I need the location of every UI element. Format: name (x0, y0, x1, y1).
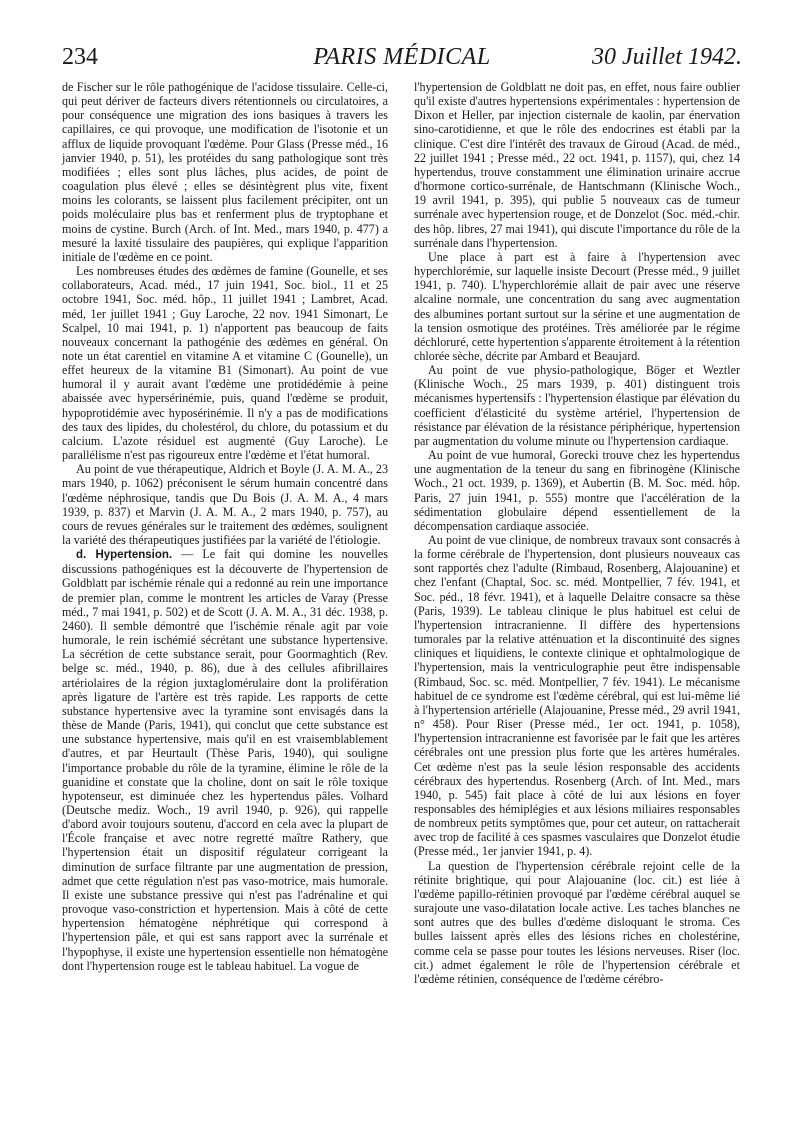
right-column (414, 80, 740, 986)
paragraph: Une place à part est à faire à l'hypertension avec hyperchlorémie, sur laquelle insiste Decourt (Presse méd., 9 juillet 1941, p. 740). L'hyperchlorémie allait de pair avec une réserve alcaline normale, une concentration du sang avec augmentation des albumines portant surtout sur la sérine et une augmentation de la tension osmotique des protéines. Très améliorée par le régime déchloruré, cette hypertention s'apparente étroitement à la rétention chlorée sèche, décrite par Ambard et Beaujard. (414, 249, 740, 363)
paragraph: Au point de vue thérapeutique, Aldrich et Boyle (J. A. M. A., 23 mars 1940, p. 1062) préconisent le sérum humain concentré dans l'œdème néphrosique, tandis que Du Bois (J. A. M. A., 4 mars 1939, p. 837) et Marvin (J. A. M. A., 2 mars 1940, p. 757), au cours de revues générales sur le traitement des œdèmes, soulignent la variété des thérapeutiques justifiées par la variété de l'étiologie. (62, 462, 388, 547)
section-text: — Le fait qui domine les nouvelles discussions pathogéniques est la découverte de l'hypertension de Goldblatt par ischémie rénale qui a redonné au rein une importance de premier plan, comme le montrent les articles de Varay (Presse méd., 7 mai 1941, p. 502) et de Scott (J. A. M. A., 31 déc. 1938, p. 2460). Il semble démontré que l'ischémie rénale agit par voie humorale, le rein ischémié sécrétant une substance hypertensive. La sécrétion de cette substance serait, pour Goormaghtich (Rev. belge sc. méd., 1940, p. 86), due à des cellules afibrillaires artériolaires de la région juxtaglomérulaire dont la prolifération après ligature de l'artère est très rapide. Les rapports de cette substance hypertensive avec la tyramine sont envisagés dans la thèse de Mande (Paris, 1941), qui conclut que cette substance est une substance hypertensive, mais qu'il en est vraisemblablement d'autres, et par Heurtault (Thèse Paris, 1940), qui souligne l'importance probable du rôle de la tyramine, élimine le rôle de la guanidine et constate que la choline, dont on sait le rôle toxique hypotenseur, est diminuée chez les hypertendus pâles. Volhard (Deutsche mediz. Woch., 19 avril 1940, p. 926), qui rappelle d'abord avoir toujours soutenu, d'accord en cela avec la plupart de l'École française et avec notre regretté maître Rathery, que l'hypertension était un dispositif régulateur corrigeant la diminution de surface filtrante par une augmentation de pression, admet que cette régulation n'est pas vaso-motrice, mais humorale. Il existe une substance pressive qui n'est pas l'adrénaline et qui provoque vaso-constriction et hypertension. Mais à côté de cette hypertension hématogène néphrétique qui correspond à l'hypertension pâle, et qui est sans rapport avec la surrénale et l'hypophyse, il existe une hypertension essentielle non hématogène dont l'hypertension rouge est le tableau habituel. La vogue de (62, 547, 388, 973)
paragraph: La question de l'hypertension cérébrale rejoint celle de la rétinite brightique, qui pour Alajouanine (loc. cit.) est liée à l'œdème papillo-rétinien provoqué par l'œdème cérébral auquel se surajoute une vaso-dilatation locale active. Les taches blanches ne sont autres que des bulles d'œdème disloquant le stroma. Ces bulles laissent après elles des lésions riches en cholestérine, comme cela se passe pour toutes les lésions nerveuses. Riser (loc. cit.) admet également le rôle de l'hypertension cérébrale et l'œdème rétinien, conséquence de l'œdème cérébro- (414, 858, 740, 986)
paragraph: Au point de vue humoral, Gorecki trouve chez les hypertendus une augmentation de la teneur du sang en fibrinogène (Klinische Woch., 21 oct. 1939, p. 1369), et Aubertin (B. M. Soc. méd. hôp. Paris, 27 juin 1941, p. 555) montre que l'accélération de la sédimentation globulaire dépend essentiellement de la décompensation cardiaque associée. (414, 448, 740, 533)
page-number: 234 (62, 44, 98, 70)
issue-date: 30 Juillet 1942. (592, 44, 742, 70)
paragraph: Au point de vue physio-pathologique, Böger et Weztler (Klinische Woch., 25 mars 1939, p. 401) distinguent trois mécanismes hypertensifs : l'hypertension élastique par élévation du coefficient d'élasticité du système artériel, l'hypertension de résistance par élévation de la résistance périphérique, hypertension par augmentation du volume minute ou l'hypertension cardiaque. (414, 363, 740, 448)
paragraph: Au point de vue clinique, de nombreux travaux sont consacrés à la forme cérébrale de l'hypertension, dont plusieurs nouveaux cas sont rapportés chez l'adulte (Rimbaud, Rosenberg, Alajouanine) et chez l'enfant (Chaptal, Soc. sc. méd. Montpellier, 7 fév. 1941, et Soc. péd., 18 févr. 1941), et à laquelle Delaitre consacre sa thèse (Paris, 1939). Le tableau clinique le plus habituel est celui de l'hypertension intracranienne. Il diffère des hypertensions tumorales par la relative atténuation et la discontinuité des signes cliniques et liquidiens, le contexte clinique et ophtalmologique de l'hypertension, mais la ventriculographie peut être indispensable (Rimbaud, Soc. sc. méd. Montpellier, 7 fév. 1941). Le mécanisme habituel de ce syndrome est l'œdème cérébral, qui est lui-même lié à l'hypertension artérielle (Alajouanine, Presse méd., 29 avril 1941, n° 458). Pour Riser (Presse méd., 1er oct. 1941, p. 1058), l'hypertension intracranienne est favorisée par le fait que les artères cérébrales ont une pression plus forte que les artères humérales. Cet œdème n'est pas la seule lésion responsable des accidents cérébraux des hypertendus. Rosenberg (Arch. of Int. Med., mars 1940, p. 545) fait place à côté de lui aux lésions en foyer responsables des hémiplégies et aux lésions miliaires responsables de nombreux petits symptômes que, pour cet auteur, on rattacherait avec trop de facilité à ces spasmes vasculaires que Donzelot étudie (Presse méd., 1er janvier 1941, p. 4). (414, 533, 740, 859)
left-column (62, 80, 388, 973)
paragraph: de Fischer sur le rôle pathogénique de l'acidose tissulaire. Celle-ci, qui peut dériver de facteurs divers rétentionnels ou circulatoires, a pour conséquence une migration des ions basiques à travers les capillaires, ce qui provoque, une modification de l'isotonie et un afflux de liquide provoquant l'œdème. Pour Glass (Presse méd., 16 janvier 1940, p. 51), les protéides du sang pathologique sont très modifiées ; elles sont plus lâches, plus acides, de point de coagulation plus élevé ; elles se désintègrent plus vite, fixent moins les colorants, se laissent plus facilement précipiter, ont un poids moléculaire plus bas et renferment plus de tryptophane et moins de cystine. Burch (Arch. of Int. Med., mars 1940, p. 477) a mesuré la laxité tissulaire des paupières, qui explique l'apparition initiale de l'œdème en ce point. (62, 80, 388, 264)
hypertension-section (62, 547, 388, 973)
section-heading: d. Hypertension. (76, 549, 173, 562)
paragraph: l'hypertension de Goldblatt ne doit pas, en effet, nous faire oublier qu'il existe d'autres hypertensions expérimentales : hypertension de Dixon et Heller, par injection cisternale de kaolin, par énervation sino-carotidienne, et que le rôle des endocrines est établi par la clinique. C'est dire l'intérêt des travaux de Giroud (Acad. de méd., 22 juillet 1941 ; Presse méd., 22 oct. 1941, p. 1157), qui, chez 14 hypertendus, trouve constamment une élimination urinaire accrue d'hormone cortico-surrénale, de Hantschmann (Klinische Woch., 19 avril 1941, p. 395), qui publie 5 nouveaux cas de tumeur surrénale avec hypertension rouge, et de Donzelot (Soc. méd.-chir. des hôp. libres, 27 mai 1941), qui discute l'importance du rôle de la surrénale dans l'hypertension. (414, 80, 740, 250)
page-header (62, 44, 742, 76)
paragraph: Les nombreuses études des œdèmes de famine (Gounelle, et ses collaborateurs, Acad. méd., 17 juin 1941, Soc. biol., 11 et 25 octobre 1941, Soc. méd. hôp., 11 juillet 1941 ; Lambret, Acad. méd, 1er juillet 1941 ; Guy Laroche, 22 nov. 1941 Simonart, Le Scalpel, 10 mai 1941, p. 1) n'apportent pas beaucoup de faits nouveaux concernant la pathogénie des œdèmes en général. On note un état carentiel en vitamine A et vitamine C (Gounelle), un effet heureux de la vitamine B1 (Simonart). Au point de vue humoral il y aurait avant l'œdème une protidédémie à peine abaissée avec hypersérinémie, puis, quand l'œdème se produit, hypoprotidémie avec hyposérinémie. Il n'y a pas de modifications des taux des lipides, du cholestérol, du chlore, du potassium et du calcium. L'azote résiduel est augmenté (Guy Laroche). Le parallélisme n'est pas rigoureux entre l'œdème et l'état humoral. (62, 264, 388, 463)
journal-title: PARIS MÉDICAL (313, 44, 491, 70)
